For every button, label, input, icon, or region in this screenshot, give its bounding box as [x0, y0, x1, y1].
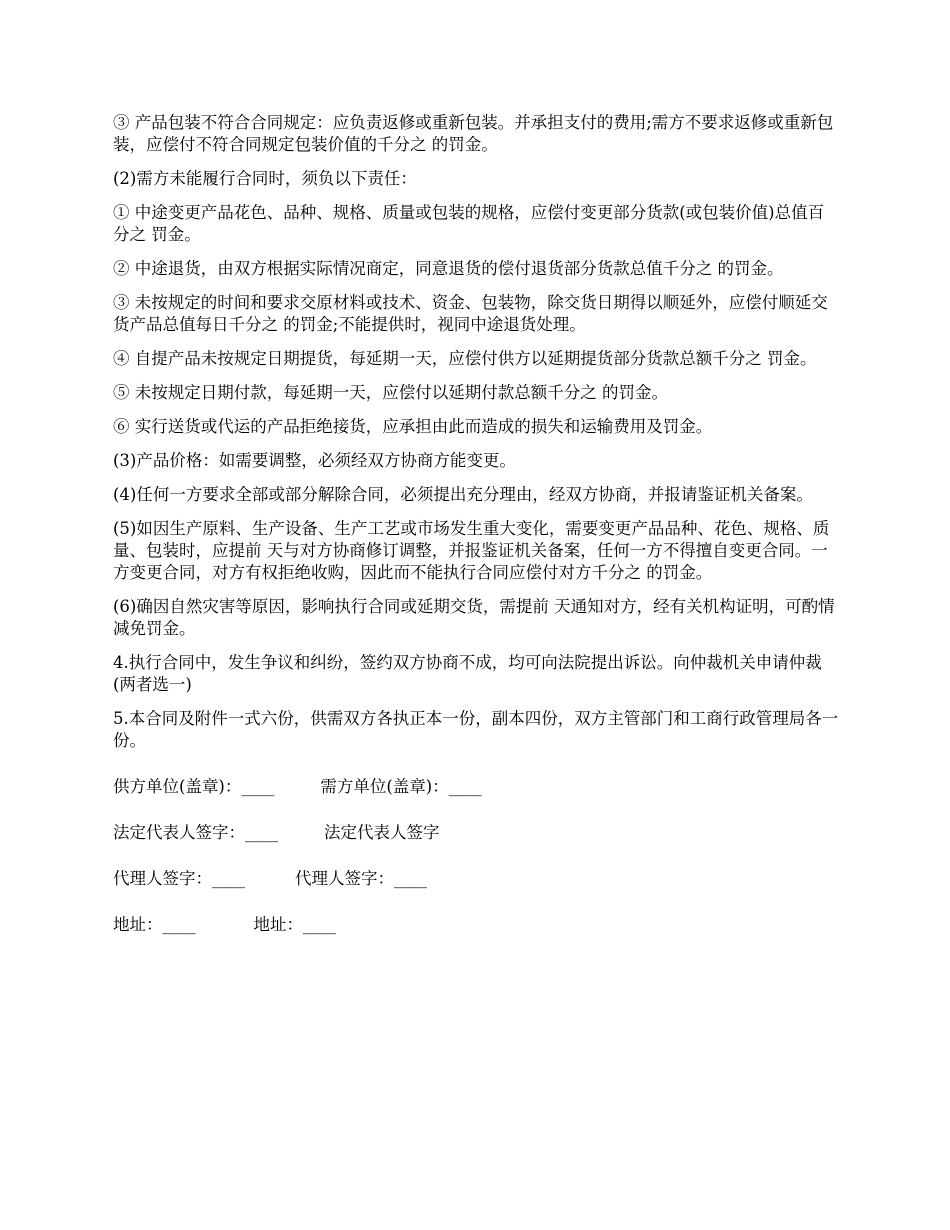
clause-force-majeure: (6)确因自然灾害等原因，影响执行合同或延期交货，需提前 天通知对方，经有关机构证明，可酌情减免罚金。: [113, 597, 835, 638]
clause-buyer-materials: ③ 未按规定的时间和要求交原材料或技术、资金、包装物，除交货日期得以顺延外，应偿付顺延交货产品总值每日千分之 的罚金;不能提供时，视同中途退货处理。: [113, 293, 828, 334]
clause-supplier-packaging: ③ 产品包装不符合合同规定：应负责返修或重新包装。并承担支付的费用;需方不要求返修或重新包装，应偿付不符合同规定包装价值的千分之 的罚金。: [113, 113, 834, 154]
clause-major-change: (5)如因生产原料、生产设备、生产工艺或市场发生重大变化，需要变更产品品种、花色、规格、质量、包装时，应提前 天与对方协商修订调整，并报鉴证机关备案，任何一方不得擅自变更合同。一方变更合同，对方有权拒绝收购，因此而不能执行合同应偿付对方千分之 的罚金。: [113, 519, 830, 582]
signature-row-address: [113, 914, 839, 936]
clause-termination: (4)任何一方要求全部或部分解除合同，必须提出充分理由，经双方协商，并报请鉴证机关备案。: [113, 485, 813, 504]
clause-dispute: 4.执行合同中，发生争议和纠纷，签约双方协商不成，均可向法院提出诉讼。向仲裁机关申请仲裁(两者选一): [113, 653, 822, 694]
supplier-address-field[interactable]: 地址：____: [113, 915, 196, 934]
signature-row-representative: [113, 822, 839, 844]
buyer-rep-field[interactable]: 法定代表人签字: [324, 823, 440, 842]
clause-buyer-pickup-delay: ④ 自提产品未按规定日期提货，每延期一天，应偿付供方以延期提货部分货款总额千分之 罚金。: [113, 349, 817, 368]
signature-row-agent: [113, 868, 839, 890]
clause-buyer-return: ② 中途退货，由双方根据实际情况商定，同意退货的偿付退货部分货款总值千分之 的罚金。: [113, 259, 784, 278]
signature-row-unit: [113, 776, 839, 798]
clause-buyer-liability-heading: (2)需方未能履行合同时，须负以下责任：: [113, 169, 417, 188]
buyer-address-field[interactable]: 地址：____: [253, 915, 336, 934]
buyer-unit-field[interactable]: 需方单位(盖章)：____: [320, 777, 482, 796]
supplier-agent-field[interactable]: 代理人签字：____: [113, 869, 245, 888]
supplier-rep-field[interactable]: 法定代表人签字：____: [113, 823, 278, 842]
contract-page: [113, 112, 839, 960]
clause-buyer-reject-delivery: ⑥ 实行送货或代运的产品拒绝接货，应承担由此而造成的损失和运输费用及罚金。: [113, 417, 713, 436]
clause-buyer-payment-delay: ⑤ 未按规定日期付款，每延期一天，应偿付以延期付款总额千分之 的罚金。: [113, 383, 668, 402]
clause-buyer-change-spec: ① 中途变更产品花色、品种、规格、质量或包装的规格，应偿付变更部分货款(或包装价值)总值百分之 罚金。: [113, 203, 825, 244]
supplier-unit-field[interactable]: 供方单位(盖章)：____: [113, 777, 275, 796]
buyer-agent-field[interactable]: 代理人签字：____: [295, 869, 427, 888]
clause-price: (3)产品价格：如需要调整，必须经双方协商方能变更。: [113, 451, 516, 470]
clause-copies: 5.本合同及附件一式六份，供需双方各执正本一份，副本四份，双方主管部门和工商行政管理局各一份。: [113, 709, 839, 750]
